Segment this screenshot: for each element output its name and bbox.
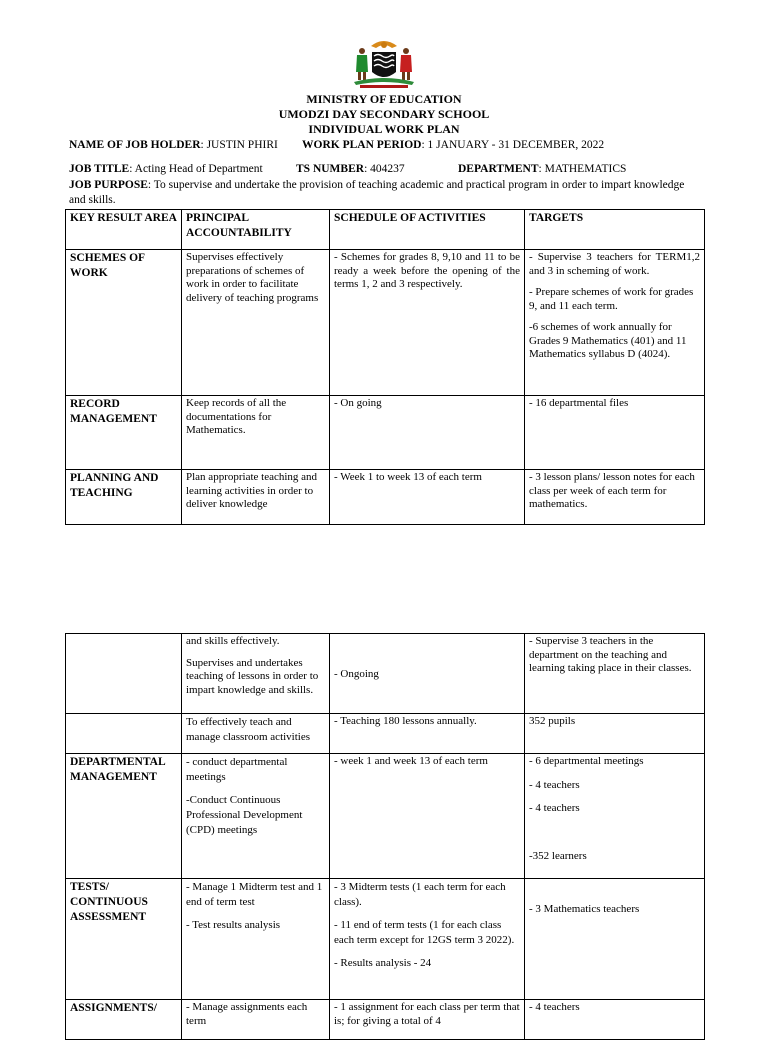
cell-area: PLANNING AND TEACHING: [66, 470, 182, 525]
school-heading: UMODZI DAY SECONDARY SCHOOL: [278, 107, 490, 121]
cell-area: [66, 714, 182, 754]
accountability-item: and skills effectively.: [186, 635, 280, 647]
table-row: [66, 470, 705, 525]
target-item: - 4 teachers: [529, 1001, 580, 1013]
cell-area: TESTS/ CONTINUOUS ASSESSMENT: [66, 879, 182, 1000]
accountability-item: -Conduct Continuous Professional Development (CPD) meetings: [186, 794, 303, 836]
cell-targets: [525, 634, 705, 714]
job-holder-line: [69, 138, 278, 153]
department-line: [458, 162, 626, 177]
cell-targets: [525, 879, 705, 1000]
dept-value: : MATHEMATICS: [538, 163, 627, 175]
coat-of-arms-icon: [346, 38, 422, 90]
cell-targets: - 16 departmental files: [525, 396, 705, 470]
cell-area: SCHEMES OF WORK: [66, 250, 182, 396]
accountability-item: - Manage 1 Midterm test and 1 end of term test: [186, 881, 323, 908]
purpose-value: : To supervise and undertake the provision of teaching academic and practical program in order to impart knowledge: [147, 179, 685, 191]
job-title-value: : Acting Head of Department: [129, 163, 263, 175]
target-item: - Supervise 3 teachers for TERM1,2 and 3 in scheming of work.: [529, 251, 700, 277]
accountability-item: - Test results analysis: [186, 919, 281, 931]
cell-accountability: [182, 714, 330, 754]
cell-accountability: Keep records of all the documentations for Mathematics.: [182, 396, 330, 470]
work-plan-table-page1: [65, 209, 705, 525]
cell-targets: [525, 714, 705, 754]
cell-schedule: [330, 1000, 525, 1040]
cell-area: RECORD MANAGEMENT: [66, 396, 182, 470]
target-item: - 4 teachers: [529, 802, 580, 814]
cell-schedule: [330, 879, 525, 1000]
ministry-heading: MINISTRY OF EDUCATION: [306, 92, 462, 106]
cell-area: [66, 634, 182, 714]
purpose-label: JOB PURPOSE: [69, 179, 148, 191]
dept-label: DEPARTMENT: [458, 163, 539, 175]
ts-label: TS NUMBER: [296, 163, 365, 175]
target-item: - Supervise 3 teachers in the department on the teaching and learning taking place in their classes.: [529, 635, 692, 674]
cell-accountability: Supervises effectively preparations of schemes of work in order to facilitate delivery of teaching programs: [182, 250, 330, 396]
cell-targets: [525, 754, 705, 879]
cell-accountability: [182, 1000, 330, 1040]
ts-value: : 404237: [364, 163, 405, 175]
table-row: [66, 714, 705, 754]
header-key-result-area: KEY RESULT AREA: [66, 210, 182, 250]
accountability-item: - conduct departmental meetings: [186, 756, 288, 783]
schedule-item: - Teaching 180 lessons annually.: [334, 715, 477, 727]
target-item: 352 pupils: [529, 715, 576, 727]
holder-label: NAME OF JOB HOLDER: [69, 139, 201, 151]
cell-accountability: [182, 754, 330, 879]
cell-area: DEPARTMENTAL MANAGEMENT: [66, 754, 182, 879]
cell-accountability: [182, 634, 330, 714]
cell-accountability: Plan appropriate teaching and learning activities in order to deliver knowledge: [182, 470, 330, 525]
accountability-item: - Manage assignments each term: [186, 1001, 308, 1027]
accountability-item: To effectively teach and manage classroom activities: [186, 716, 311, 743]
holder-value: : JUSTIN PHIRI: [200, 139, 278, 151]
cell-schedule: [330, 634, 525, 714]
schedule-item: - 1 assignment for each class per term that is; for giving a total of 4: [334, 1001, 520, 1027]
plan-title: INDIVIDUAL WORK PLAN: [308, 122, 460, 136]
cell-targets: - 3 lesson plans/ lesson notes for each class per week of each term for mathematics.: [525, 470, 705, 525]
period-label: WORK PLAN PERIOD: [302, 139, 422, 151]
target-item: -352 learners: [529, 849, 587, 862]
job-purpose-continuation: and skills.: [69, 194, 116, 206]
cell-area: ASSIGNMENTS/: [66, 1000, 182, 1040]
table-header-row: [66, 210, 705, 250]
table-row: [66, 1000, 705, 1040]
table-row: [66, 754, 705, 879]
schedule-item: - 3 Midterm tests (1 each term for each class).: [334, 881, 506, 908]
job-title-label: JOB TITLE: [69, 163, 130, 175]
table-row: [66, 634, 705, 714]
schedule-item: - Ongoing: [334, 668, 379, 681]
header-targets: TARGETS: [525, 210, 705, 250]
cell-targets: [525, 1000, 705, 1040]
job-title-line: [69, 162, 263, 177]
cell-schedule: - Week 1 to week 13 of each term: [330, 470, 525, 525]
cell-schedule: - On going: [330, 396, 525, 470]
cell-schedule: [330, 714, 525, 754]
target-item: - 6 departmental meetings: [529, 755, 644, 767]
table-row: [66, 396, 705, 470]
cell-schedule: [330, 754, 525, 879]
cell-accountability: [182, 879, 330, 1000]
cell-schedule: - Schemes for grades 8, 9,10 and 11 to be ready a week before the opening of the terms 1, 2 and 3 respectively.: [330, 250, 525, 396]
header-principal-accountability: PRINCIPAL ACCOUNTABILITY: [182, 210, 330, 250]
schedule-item: - week 1 and week 13 of each term: [334, 755, 488, 767]
header-schedule: SCHEDULE OF ACTIVITIES: [330, 210, 525, 250]
cell-targets: [525, 250, 705, 396]
table-row: [66, 879, 705, 1000]
work-plan-period-line: [302, 138, 604, 153]
period-value: : 1 JANUARY - 31 DECEMBER, 2022: [421, 139, 605, 151]
target-item: - 4 teachers: [529, 778, 580, 791]
schedule-item: - 11 end of term tests (1 for each class each term except for 12GS term 3 2022).: [334, 919, 515, 946]
target-item: -6 schemes of work annually for Grades 9 Mathematics (401) and 11 Mathematics syllabus D (4024).: [529, 321, 687, 360]
schedule-item: - Results analysis - 24: [334, 957, 432, 969]
job-purpose-line: [69, 178, 684, 193]
target-item: - 3 Mathematics teachers: [529, 903, 640, 915]
work-plan-table-page2: [65, 633, 705, 1040]
target-item: - Prepare schemes of work for grades 9, and 11 each term.: [529, 286, 694, 312]
accountability-item: Supervises and undertakes teaching of lessons in order to impart knowledge and skills.: [186, 656, 319, 696]
table-row: [66, 250, 705, 396]
ts-number-line: [296, 162, 405, 177]
